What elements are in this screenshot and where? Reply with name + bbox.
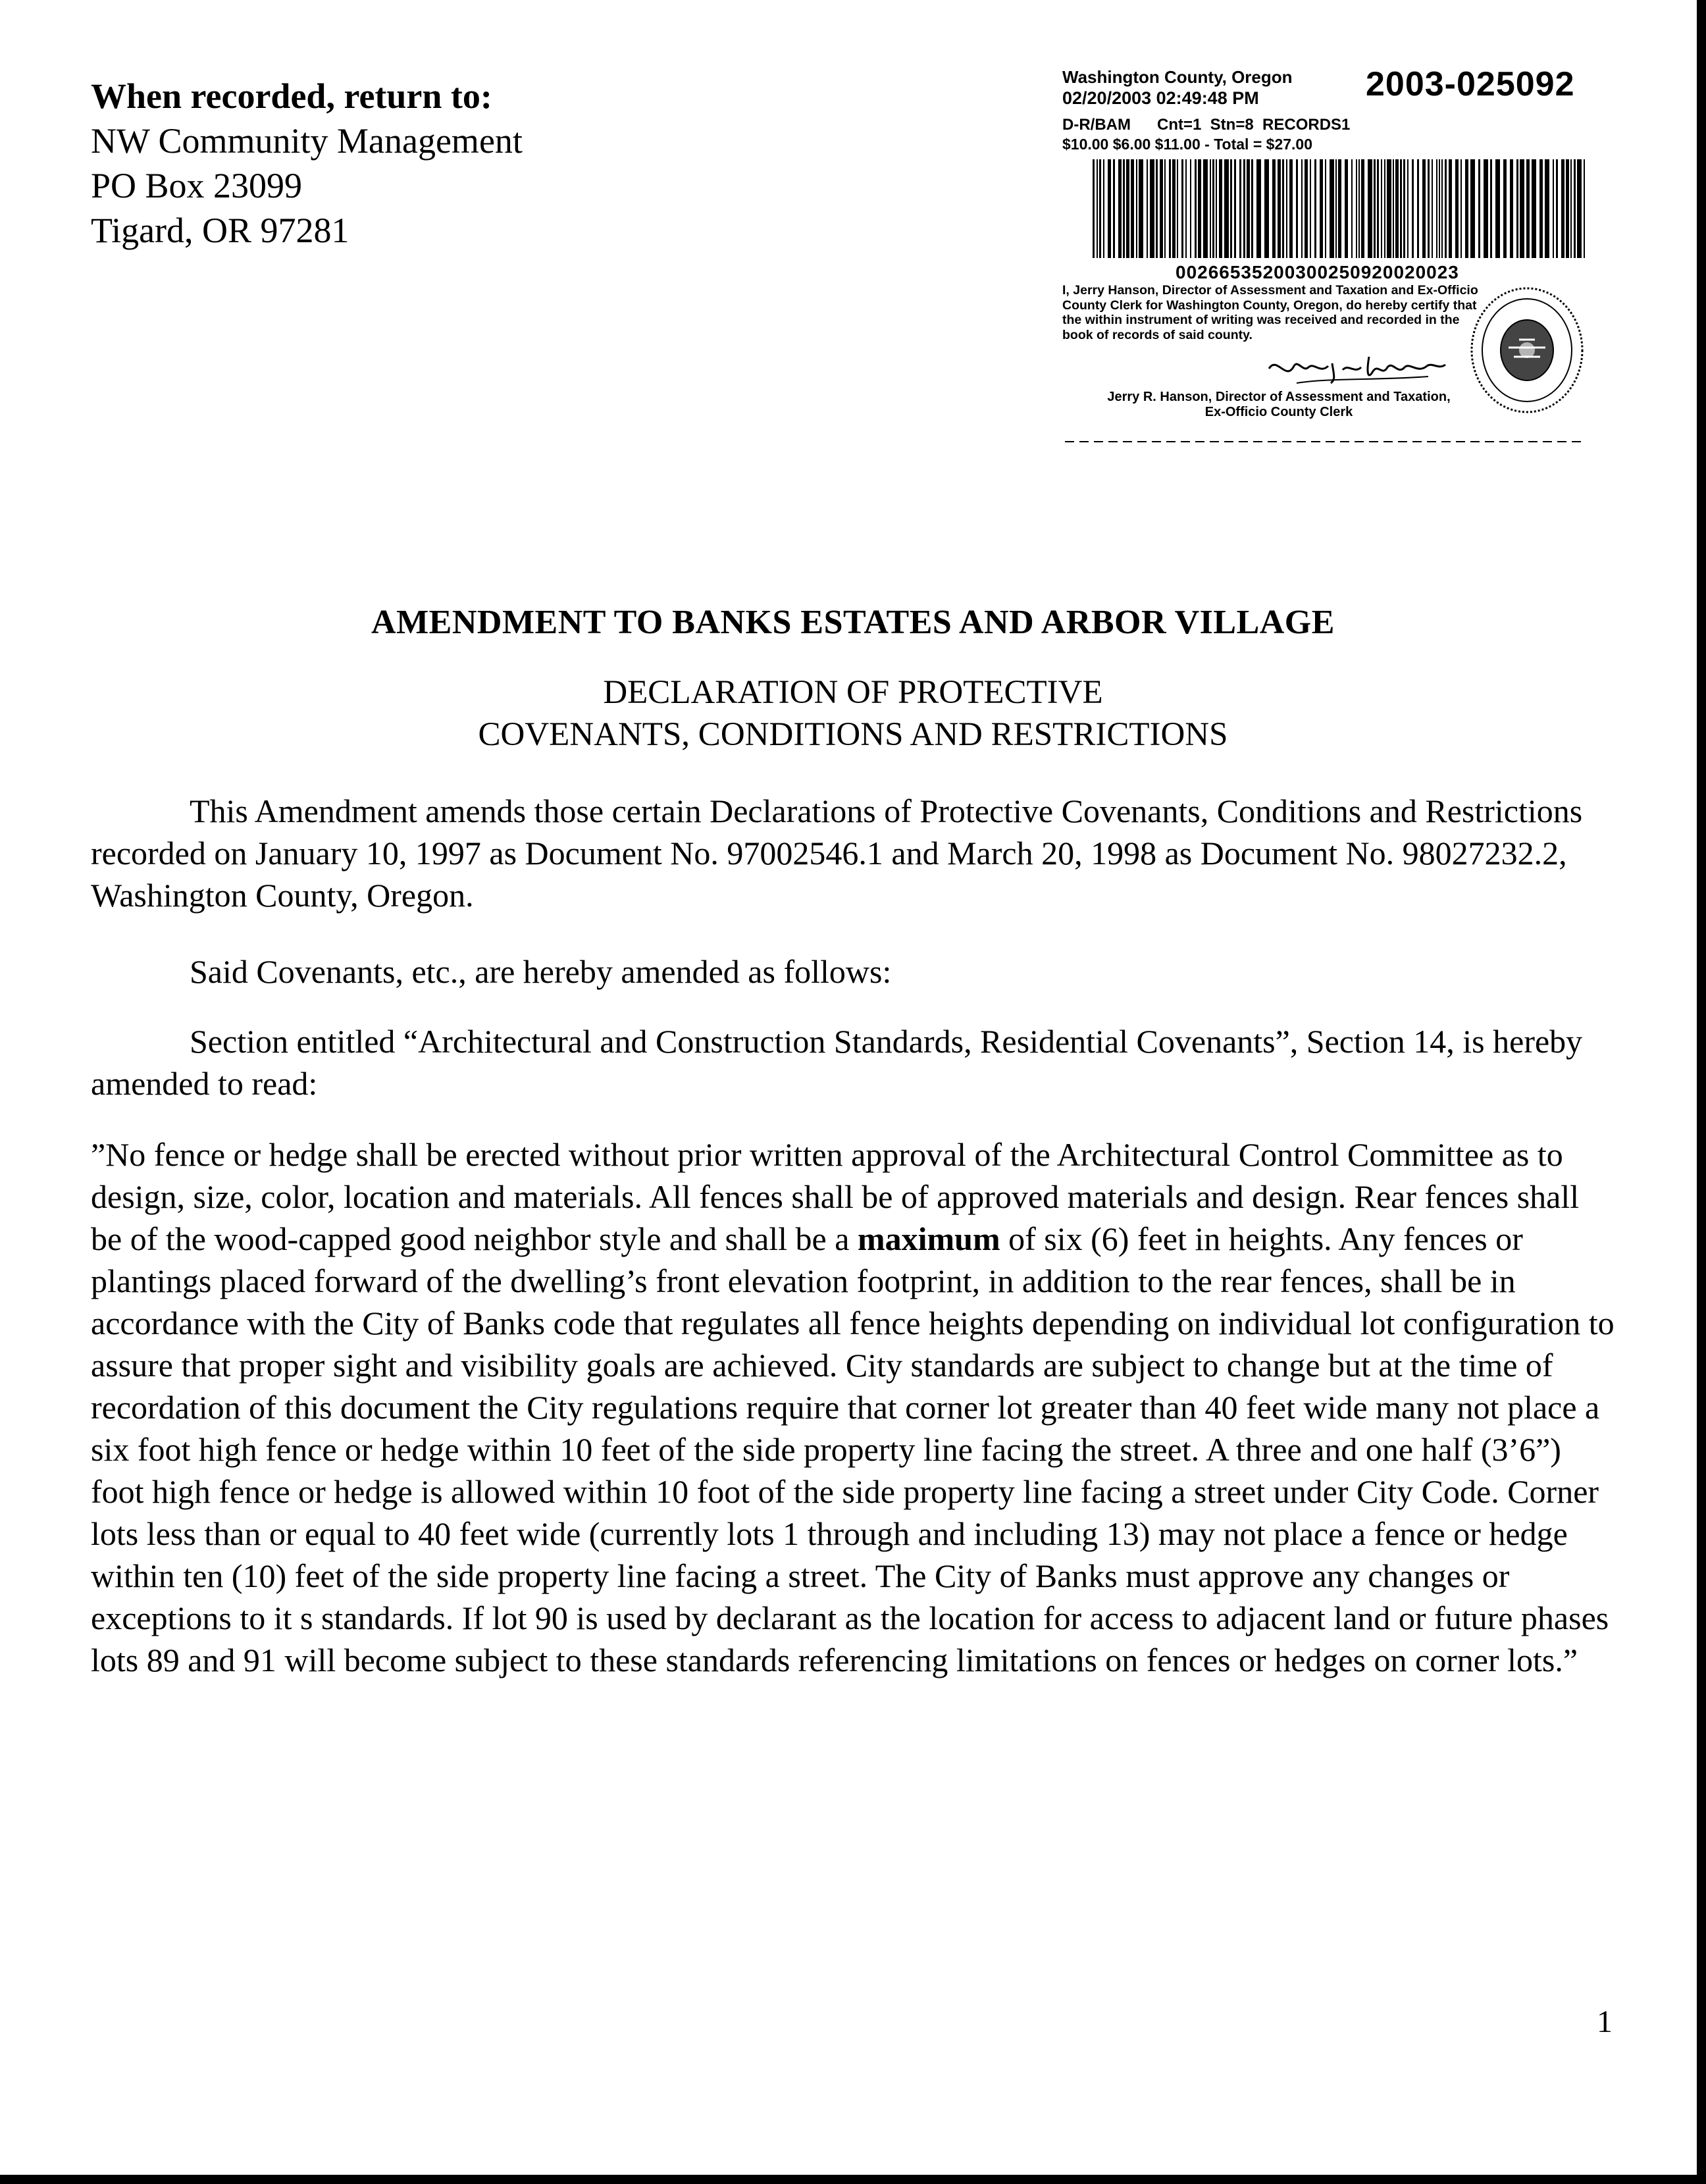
certification-text: I, Jerry Hanson, Director of Assessment and Taxation and Ex-Officio County Clerk for Washington County, Oregon, do hereby certify that the within instrument of writing was received and recorded in the book of records of said county. xyxy=(1062,283,1478,342)
page-number: 1 xyxy=(1597,2004,1613,2039)
amendment-paragraph: This Amendment amends those certain Declarations of Protective Covenants, Conditions and Restrictions recorded on January 10, 1997 as Document No. 97002546.1 and March 20, 1998 as Document No. 98027232.2, Washington County, Oregon. xyxy=(91,793,1583,914)
return-address-block xyxy=(91,74,523,253)
amended-text-part2: of six (6) feet in heights. Any fences or plantings placed forward of the dwelling’s front elevation footprint, in addition to the rear fences, shall be in accordance with the City of Banks code that regulates all fence heights depending on individual lot configuration to assure that proper sight and visibility goals are achieved. City standards are subject to change but at the time of recordation of this document the City regulations require that corner lot greater than 40 feet wide many not place a six foot high fence or hedge within 10 feet of the side property line facing the street. A three and one half (3’6”) foot high fence or hedge is allowed within 10 foot of the side property line facing a street under City Code. Corner lots less than or equal to 40 feet wide (currently lots 1 through and including 13) may not place a fence or hedge within ten (10) feet of the side property line facing a street. The City of Banks must approve any changes or exceptions to it s standards. If lot 90 is used by declarant as the location for access to adjacent land or future phases lots 89 and 91 will become subject to these standards referencing limitations on fences or hedges on corner lots.” xyxy=(91,1220,1615,1678)
document-subtitle xyxy=(0,671,1706,756)
signature-image xyxy=(1257,344,1455,390)
stamp-dashed-rule xyxy=(1065,441,1585,442)
signer-block xyxy=(1065,390,1493,420)
stamp-county: Washington County, Oregon xyxy=(1062,67,1293,87)
stamp-document-number: 2003-025092 xyxy=(1366,65,1575,103)
return-heading: When recorded, return to: xyxy=(91,76,492,116)
amended-text-paragraph xyxy=(91,1133,1618,1681)
stamp-fees: $10.00 $6.00 $11.00 - Total = $27.00 xyxy=(1062,136,1312,153)
document-title: AMENDMENT TO BANKS ESTATES AND ARBOR VILLAGE xyxy=(371,604,1335,641)
said-covenants-paragraph: Said Covenants, etc., are hereby amended as follows: xyxy=(190,953,892,990)
amended-text-bold: maximum xyxy=(857,1220,1000,1257)
return-address-line2: Tigard, OR 97281 xyxy=(91,211,349,250)
return-address-line1: PO Box 23099 xyxy=(91,166,303,205)
signer-line1: Jerry R. Hanson, Director of Assessment and Taxation, xyxy=(1107,390,1451,404)
subtitle-line2: COVENANTS, CONDITIONS AND RESTRICTIONS xyxy=(478,716,1228,753)
barcode-number: 00266535200300250920020023 xyxy=(1176,262,1459,282)
return-name: NW Community Management xyxy=(91,121,523,161)
signer-line2: Ex-Officio County Clerk xyxy=(1204,405,1353,419)
recording-stamp xyxy=(1060,61,1593,455)
stamp-datetime: 02/20/2003 02:49:48 PM xyxy=(1062,88,1259,108)
stamp-codes: D-R/BAM Cnt=1 Stn=8 RECORDS1 xyxy=(1062,116,1351,134)
county-seal-icon xyxy=(1468,284,1586,416)
amended-text-part1: ”No fence or hedge shall be erected without prior written approval of the Architectural Control Committee as to design, size, color, location and materials. All fences shall be of approved materials and design. Rear fences shall be of the wood-capped good neighbor style and shall be a xyxy=(91,1136,1580,1257)
subtitle-line1: DECLARATION OF PROTECTIVE xyxy=(603,674,1103,711)
section-paragraph: Section entitled “Architectural and Construction Standards, Residential Covenants”, Section 14, is hereby amended to read: xyxy=(91,1023,1583,1102)
